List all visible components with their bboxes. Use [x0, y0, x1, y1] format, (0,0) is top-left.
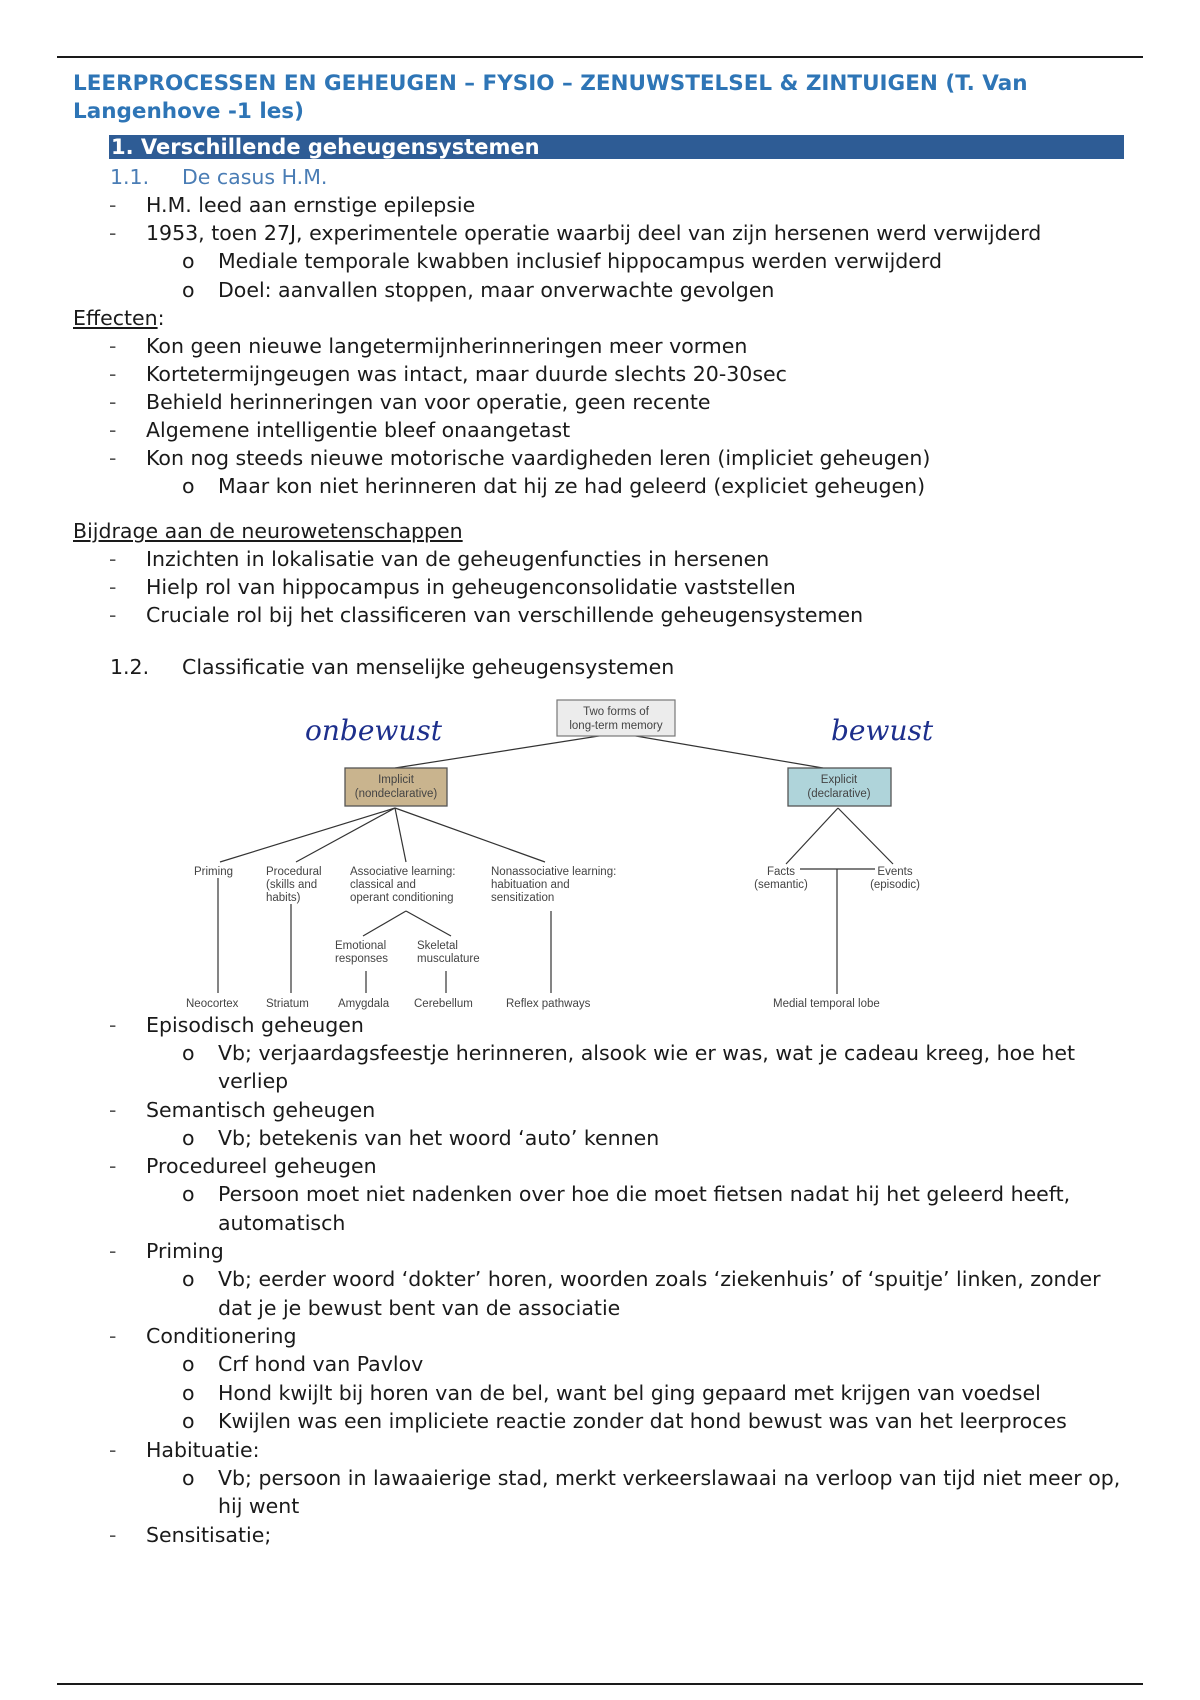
- spacer: [73, 501, 1133, 517]
- effects-heading: [73, 304, 1133, 332]
- procedural-label: habits): [266, 891, 301, 904]
- document-page: [73, 70, 1133, 1549]
- sub-list: [146, 1350, 1133, 1436]
- bottom-rule: [57, 1683, 1143, 1685]
- list-item: - Algemene intelligentie bleef onaangetast: [146, 416, 1133, 444]
- list-item-text: 1953, toen 27J, experimentele operatie waarbij deel van zijn hersenen werd verwijderd: [146, 221, 1042, 245]
- subsection-number: 1.1.: [110, 165, 150, 189]
- case-list: [73, 191, 1133, 304]
- section-heading-1: 1. Verschillende geheugensystemen: [109, 135, 1124, 159]
- handwritten-bewust: bewust: [831, 713, 934, 747]
- list-item: [146, 1237, 1133, 1322]
- handwritten-onbewust: onbewust: [305, 713, 443, 747]
- list-item-text: Episodisch geheugen: [146, 1012, 364, 1037]
- list-item: [146, 444, 1133, 501]
- list-item-text: Conditionering: [146, 1324, 297, 1348]
- subsection-title: Classificatie van menselijke geheugensystemen: [182, 654, 675, 679]
- sub-list-item: o Mediale temporale kwabben inclusief hippocampus werden verwijderd: [218, 247, 1133, 276]
- sub-list: [146, 247, 1133, 304]
- implicit-node-label: (nondeclarative): [354, 787, 438, 800]
- associative-label: operant conditioning: [350, 891, 454, 904]
- striatum-label: Striatum: [266, 997, 309, 1010]
- effects-heading-colon: :: [157, 306, 165, 330]
- sub-list-item: o Crf hond van Pavlov: [218, 1350, 1133, 1379]
- skeletal-label: musculature: [417, 952, 480, 965]
- contribution-list: [73, 545, 1133, 629]
- effects-list: [73, 332, 1133, 501]
- effects-heading-text: Effecten: [73, 306, 158, 330]
- procedural-label: (skills and: [266, 878, 318, 891]
- sub-list: [146, 1039, 1133, 1096]
- facts-label: Facts: [766, 865, 796, 878]
- procedural-label: Procedural: [266, 865, 322, 878]
- subsection-heading-1-2: [110, 653, 1133, 681]
- events-label: (episodic): [870, 878, 920, 891]
- nonassociative-label: Nonassociative learning:: [491, 865, 617, 878]
- list-item: - Kortetermijngeugen was intact, maar duurde slechts 20-30sec: [146, 360, 1133, 388]
- events-label: Events: [877, 865, 913, 878]
- sub-list-item: o Vb; persoon in lawaaierige stad, merkt verkeerslawaai na verloop van tijd niet meer op, hij went: [218, 1464, 1133, 1521]
- facts-label: (semantic): [754, 878, 808, 891]
- list-item: - Kon geen nieuwe langetermijnherinneringen meer vormen: [146, 332, 1133, 360]
- memory-classification-diagram: [73, 681, 1133, 1011]
- associative-label: classical and: [350, 878, 416, 891]
- spacer: [73, 629, 1133, 653]
- list-item: - Inzichten in lokalisatie van de geheugenfuncties in hersenen: [146, 545, 1133, 573]
- list-item: - Hielp rol van hippocampus in geheugenconsolidatie vaststellen: [146, 573, 1133, 601]
- memory-types-list: [73, 1011, 1133, 1549]
- list-item: [146, 1436, 1133, 1521]
- list-item-text: Kon nog steeds nieuwe motorische vaardigheden leren (impliciet geheugen): [146, 446, 931, 470]
- sub-list-item: o Persoon moet niet nadenken over hoe die moet fietsen nadat hij het geleerd heeft, automatisch: [218, 1180, 1133, 1237]
- nonassociative-label: habituation and: [491, 878, 570, 891]
- list-item: [146, 1096, 1133, 1153]
- sub-list-item: o Vb; eerder woord ‘dokter’ horen, woorden zoals ‘ziekenhuis’ of ‘spuitje’ linken, zonder dat je je bewust bent van de associatie: [218, 1265, 1133, 1322]
- sub-list-item: o Vb; betekenis van het woord ‘auto’ kennen: [218, 1124, 1133, 1153]
- skeletal-label: Skeletal: [417, 939, 458, 952]
- list-item: - Behield herinneringen van voor operatie, geen recente: [146, 388, 1133, 416]
- sub-list: [146, 1124, 1133, 1153]
- priming-label: Priming: [194, 865, 233, 878]
- subsection-title: De casus H.M.: [182, 165, 328, 189]
- subsection-heading-1-1: [110, 163, 1133, 191]
- subsection-number: 1.2.: [110, 654, 150, 679]
- contribution-heading: Bijdrage aan de neurowetenschappen: [73, 518, 463, 543]
- implicit-node-label: Implicit: [378, 773, 414, 786]
- sub-list: [146, 1265, 1133, 1322]
- list-item: - H.M. leed aan ernstige epilepsie: [146, 191, 1133, 219]
- list-item: [146, 1322, 1133, 1436]
- root-node-label: long-term memory: [569, 719, 663, 732]
- reflex-pathways-label: Reflex pathways: [506, 997, 591, 1010]
- nonassociative-label: sensitization: [491, 891, 555, 904]
- explicit-node-label: Explicit: [820, 773, 858, 786]
- associative-label: Associative learning:: [350, 865, 456, 878]
- sub-list: [146, 1180, 1133, 1237]
- medial-temporal-lobe-label: Medial temporal lobe: [773, 997, 880, 1010]
- top-rule: [57, 56, 1143, 58]
- diagram-svg: [73, 681, 1133, 1011]
- sub-list-item: o Hond kwijlt bij horen van de bel, want bel ging gepaard met krijgen van voedsel: [218, 1379, 1133, 1408]
- root-node-label: Two forms of: [583, 705, 649, 718]
- document-title: LEERPROCESSEN EN GEHEUGEN – FYSIO – ZENUWSTELSEL & ZINTUIGEN (T. Van Langenhove -1 les): [73, 71, 1028, 124]
- list-item: [146, 219, 1133, 304]
- sub-list: [146, 472, 1133, 501]
- sub-list-item: o Vb; verjaardagsfeestje herinneren, alsook wie er was, wat je cadeau kreeg, hoe het verliep: [218, 1039, 1133, 1096]
- amygdala-label: Amygdala: [338, 997, 390, 1010]
- list-item-text: Semantisch geheugen: [146, 1097, 376, 1122]
- emotional-label: responses: [335, 952, 389, 965]
- emotional-label: Emotional: [335, 939, 387, 952]
- cerebellum-label: Cerebellum: [414, 997, 473, 1010]
- list-item: [146, 1011, 1133, 1096]
- neocortex-label: Neocortex: [186, 997, 239, 1010]
- list-item-text: Priming: [146, 1239, 224, 1263]
- sub-list-item: o Kwijlen was een impliciete reactie zonder dat hond bewust was van het leerproces: [218, 1407, 1133, 1436]
- explicit-node-label: (declarative): [807, 787, 871, 800]
- list-item-text: Habituatie:: [146, 1437, 260, 1462]
- list-item: - Cruciale rol bij het classificeren van verschillende geheugensystemen: [146, 601, 1133, 629]
- list-item: - Sensitisatie;: [146, 1521, 1133, 1549]
- sub-list-item: o Doel: aanvallen stoppen, maar onverwachte gevolgen: [218, 276, 1133, 305]
- sub-list: [146, 1464, 1133, 1521]
- sub-list-item: o Maar kon niet herinneren dat hij ze had geleerd (expliciet geheugen): [218, 472, 1133, 501]
- list-item: [146, 1152, 1133, 1237]
- list-item-text: Procedureel geheugen: [146, 1154, 377, 1178]
